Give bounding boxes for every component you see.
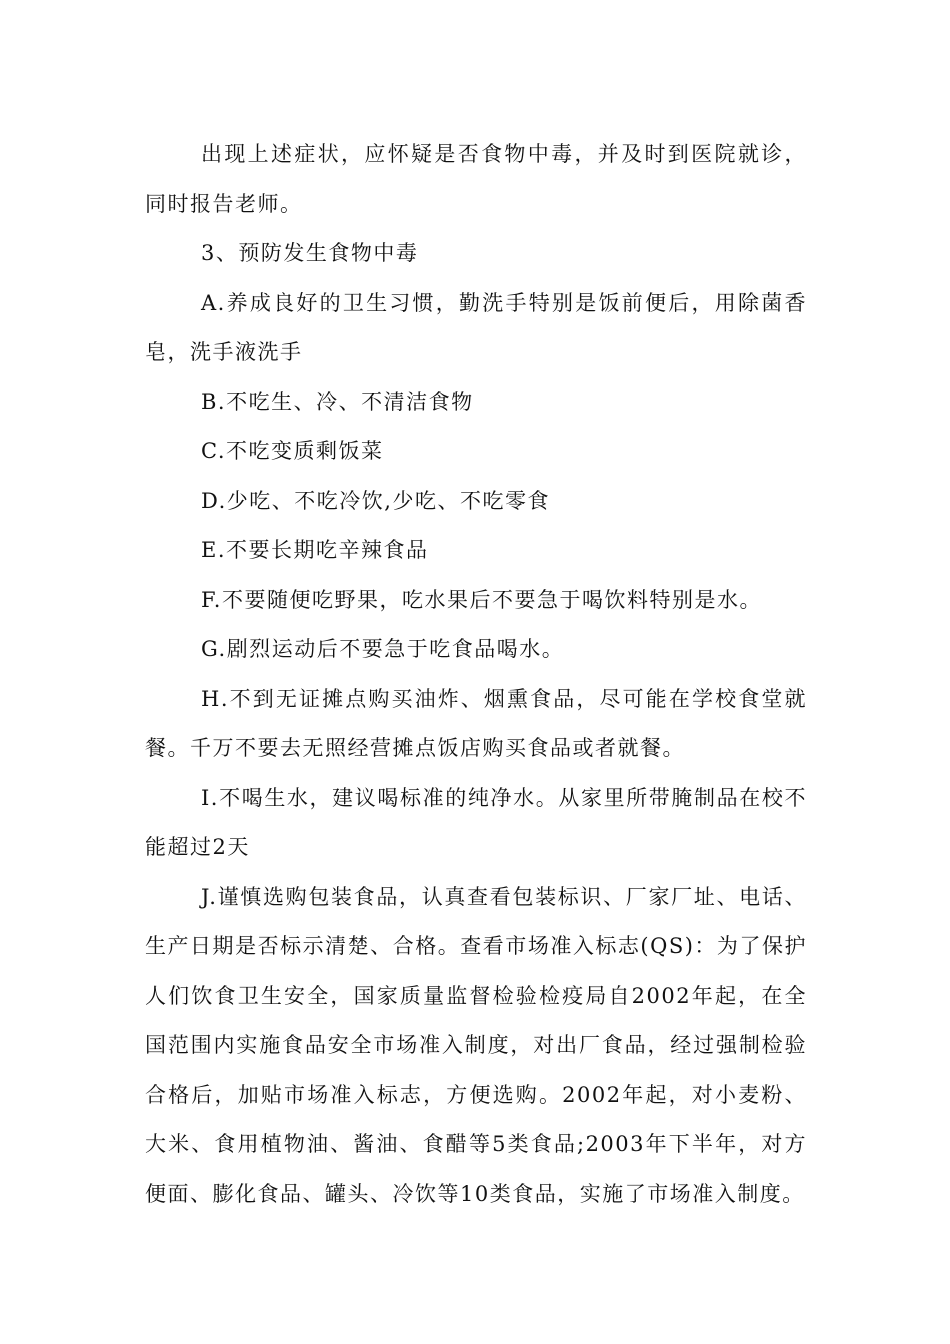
list-item-g: G.剧烈运动后不要急于吃食品喝水。 (201, 637, 565, 661)
list-item-j: J.谨慎选购包装食品，认真查看包装标识、厂家厂址、电话、生产日期是否标示清楚、合格。查看市场准入标志(QS)：为了保护人们饮食卫生安全，国家质量监督检验检疫局自2002年起，在全国范围内实施食品安全市场准入制度，对出厂食品，经过强制检验合格后，加贴市场准入标志，方便选购。2002年起，对小麦粉、大米、食用植物油、酱油、食醋等5类食品;2003年下半年，对方便面、膨化食品、罐头、冷饮等10类食品，实施了市场准入制度。 (145, 884, 807, 1206)
list-item-f: F.不要随便吃野果，吃水果后不要急于喝饮料特别是水。 (201, 587, 762, 612)
list-item-b: B.不吃生、冷、不清洁食物 (201, 389, 474, 414)
list-item-h: H.不到无证摊点购买油炸、烟熏食品，尽可能在学校食堂就餐。千万不要去无照经营摊点饭店购买食品或者就餐。 (145, 686, 807, 760)
section-heading-prevention: 3、预防发生食物中毒 (201, 241, 419, 265)
list-item-a: A.养成良好的卫生习惯，勤洗手特别是饭前便后，用除菌香皂，洗手液洗手 (145, 290, 807, 364)
list-item-e: E.不要长期吃辛辣食品 (201, 538, 429, 562)
list-item-i: I.不喝生水，建议喝标准的纯净水。从家里所带腌制品在校不能超过2天 (145, 785, 807, 859)
list-item-d: D.少吃、不吃冷饮,少吃、不吃零食 (201, 488, 550, 513)
paragraph-symptom-advice: 出现上述症状，应怀疑是否食物中毒，并及时到医院就诊，同时报告老师。 (145, 142, 807, 216)
document-body (145, 130, 807, 1219)
list-item-c: C.不吃变质剩饭菜 (201, 439, 384, 463)
